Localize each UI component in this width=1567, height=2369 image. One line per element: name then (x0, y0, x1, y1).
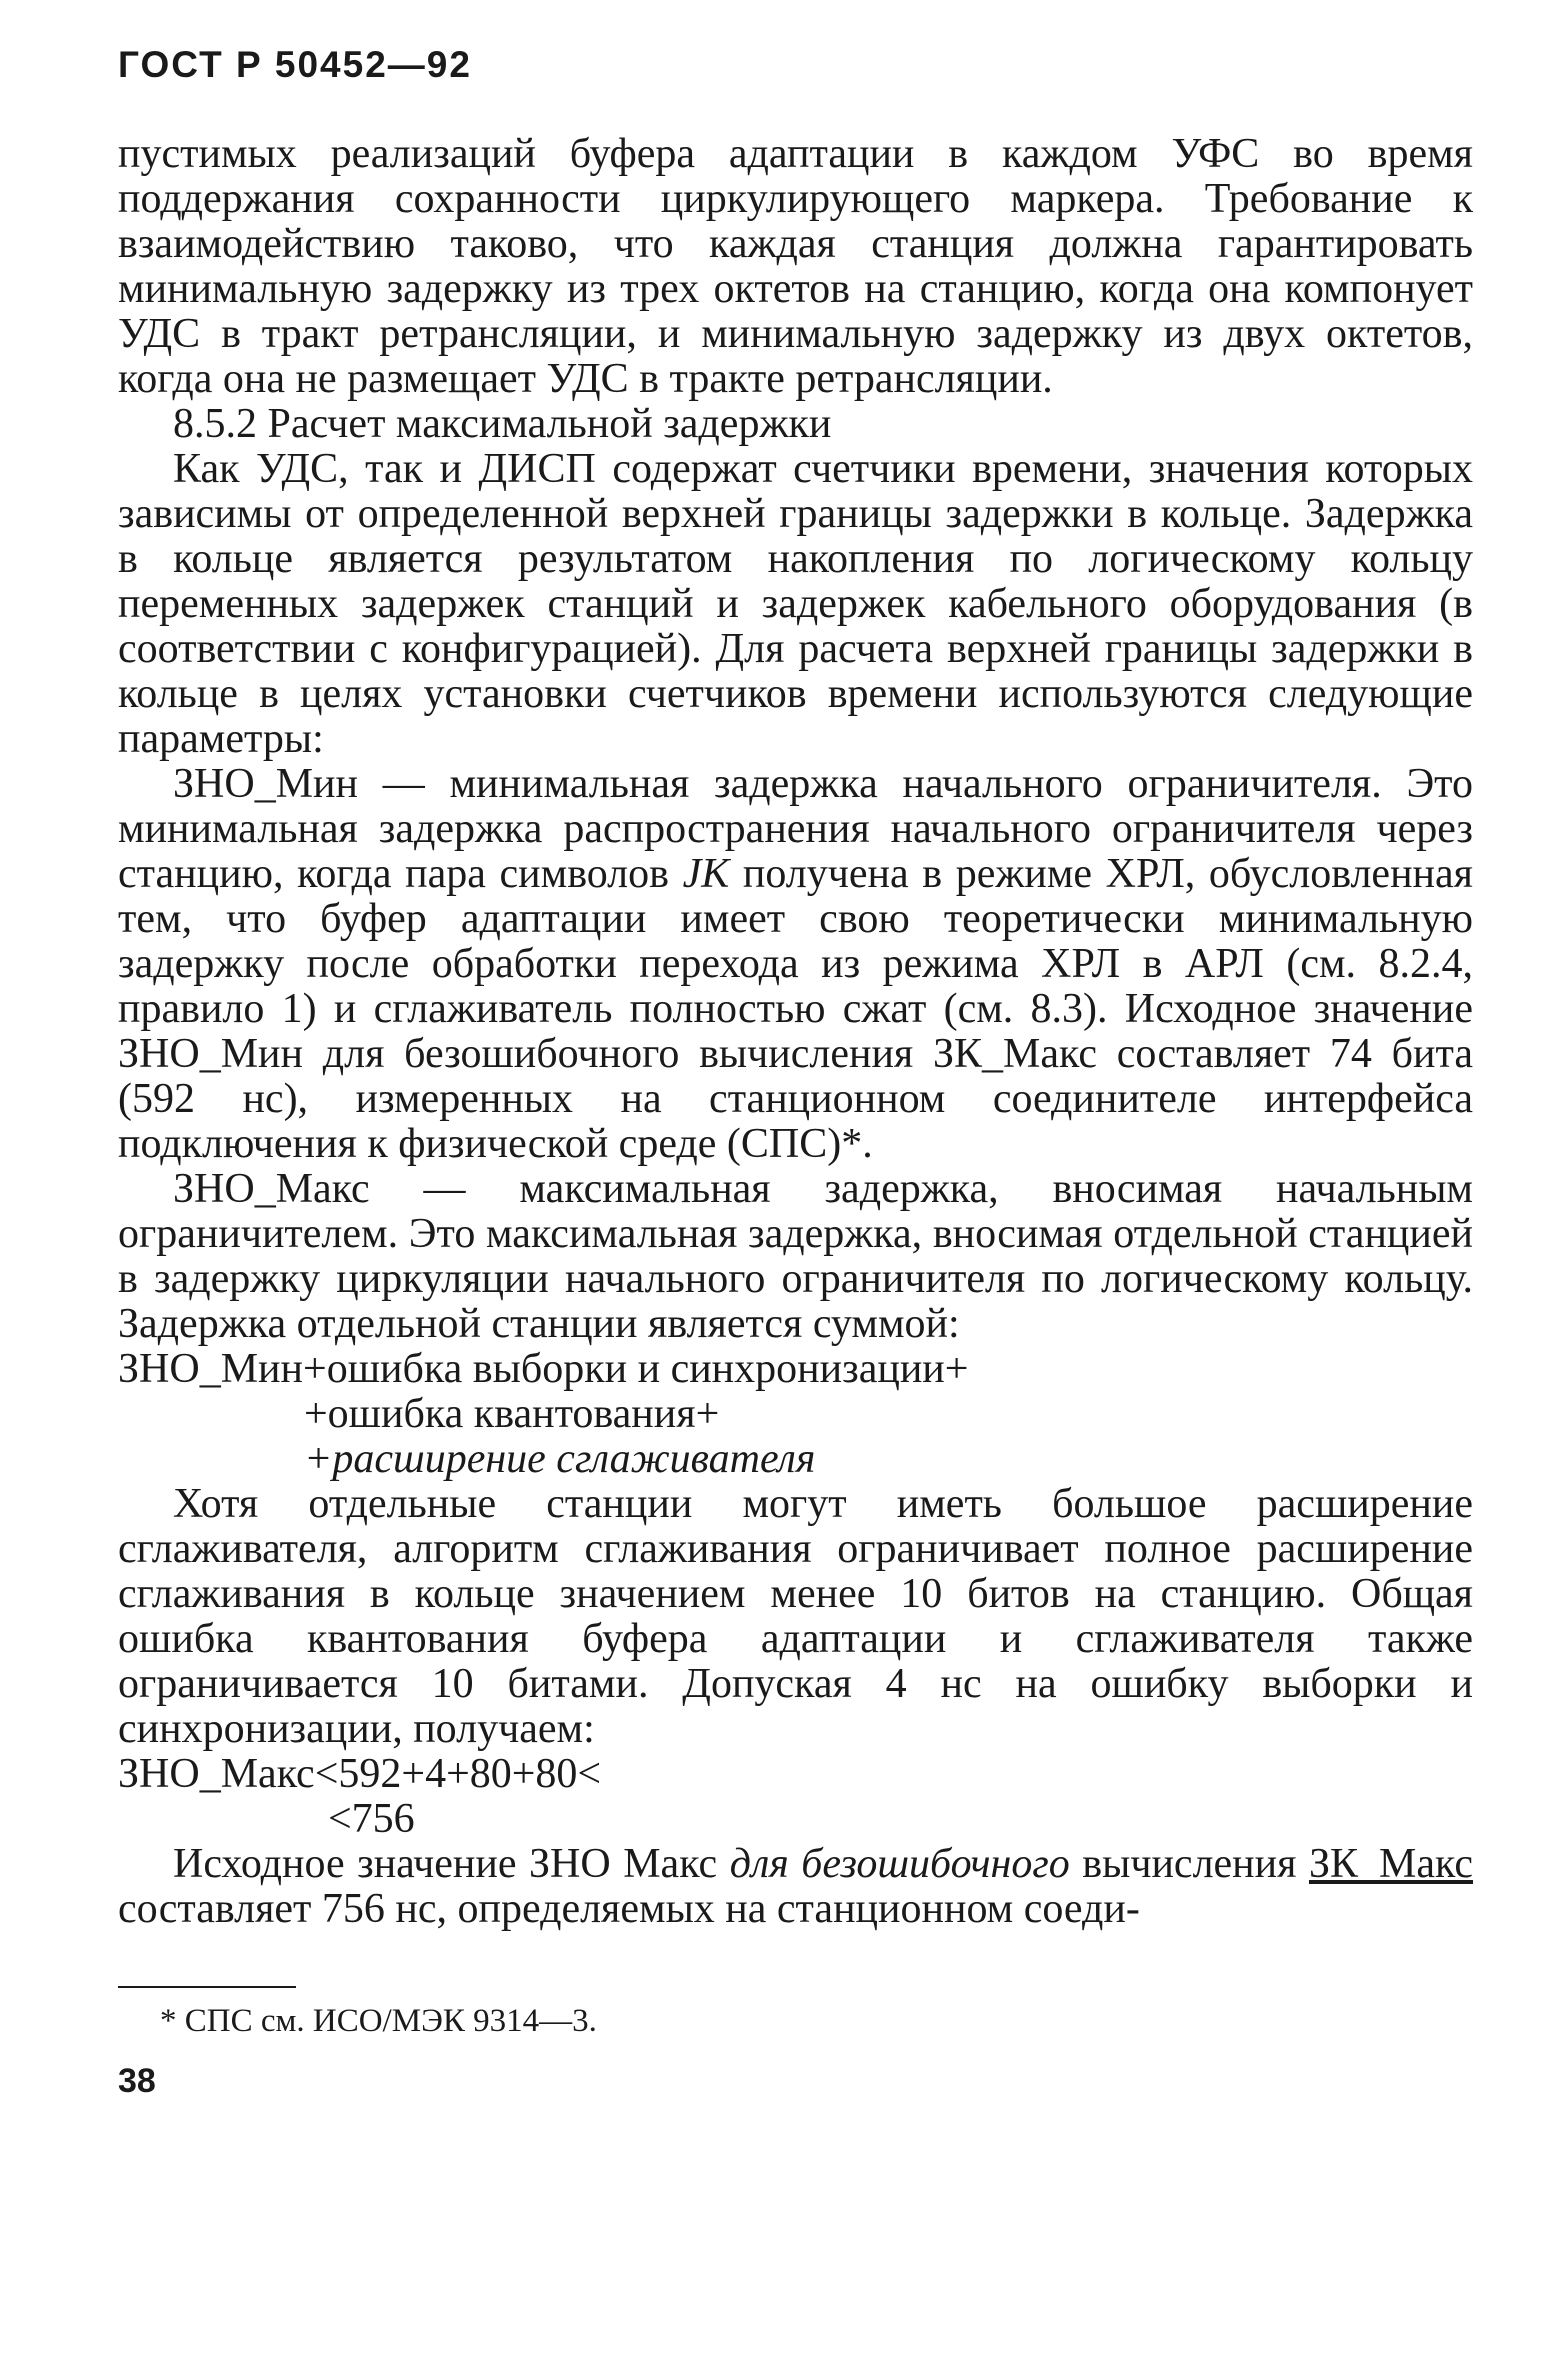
formula1-line3 (118, 1437, 1473, 1482)
formula1-line2: +ошибка квантования+ (304, 1391, 720, 1437)
page-header: ГОСТ Р 50452—92 (118, 44, 472, 85)
initial-value-text-a: Исходное значение ЗНО Макс (173, 1841, 730, 1887)
paragraph-initial-value (118, 1842, 1473, 1932)
zno-min-text-a: ЗНО_Мин — минимальная задержка начального ограничителя. Это минимальная задержка распространения начального ограничителя через станцию, когда пара символов (118, 761, 1473, 897)
page-number: 38 (118, 2062, 156, 2100)
paragraph-zno-max: ЗНО_Макс — максимальная задержка, вносимая начальным ограничителем. Это максимальная задержка, вносимая отдельной станцией в задержку циркуляции начального ограничителя по логическому кольцу. Задержка отдельной станции является суммой: (118, 1166, 1473, 1347)
jk-symbol: JK (682, 851, 730, 897)
initial-value-text-b: вычисления (1069, 1841, 1309, 1887)
initial-value-italic: для безошибочного (729, 1841, 1070, 1887)
footnote-divider (118, 1986, 296, 1988)
body-text (118, 132, 1473, 1932)
paragraph-continuation: пустимых реализаций буфера адаптации в каждом УФС во время поддержания сохранности циркулирующего маркера. Требование к взаимодействию таково, что каждая станция должна гарантировать минимальную задержку из трех октетов на станцию, когда она компонует УДС в тракт ретрансляции, и минимальную задержку из двух октетов, когда она не размещает УДС в тракте ретрансляции. (118, 131, 1473, 402)
paragraph-delay-parameters: Как УДС, так и ДИСП содержат счетчики времени, значения которых зависимы от определенной верхней границы задержки в кольце. Задержка в кольце является результатом накопления по логическому кольцу переменных задержек станций и задержек кабельного оборудования (в соответствии с конфигурацией). Для расчета верхней границы задержки в кольце в целях установки счетчиков времени используются следующие параметры: (118, 446, 1473, 762)
formula1-line1: ЗНО_Мин+ошибка выборки и синхронизации+ (118, 1346, 969, 1392)
formula2-line1: ЗНО_Макс<592+4+80+80< (118, 1751, 602, 1797)
formula2-line2: <756 (328, 1796, 415, 1842)
paragraph-zno-min (118, 762, 1473, 1167)
paragraph-smoother: Хотя отдельные станции могут иметь большое расширение сглаживателя, алгоритм сглаживания ограничивает полное расширение сглаживания в кольце значением менее 10 битов на станцию. Общая ошибка квантования буфера адаптации и сглаживателя также ограничивается 10 битами. Допуская 4 нс на ошибку выборки и синхронизации, получаем: (118, 1481, 1473, 1752)
zk-max-term: ЗК_Макс (1308, 1841, 1473, 1887)
formula1-line3-text: +расширение сглаживателя (304, 1436, 816, 1482)
initial-value-text-c: составляет 756 нс, определяемых на станционном соеди- (118, 1886, 1140, 1932)
section-heading: 8.5.2 Расчет максимальной задержки (173, 401, 832, 447)
zno-min-text-b: получена в режиме ХРЛ, обусловленная тем, что буфер адаптации имеет свою теоретически минимальную задержку после обработки перехода из режима ХРЛ в АРЛ (см. 8.2.4, правило 1) и сглаживатель полностью сжат (см. 8.3). Исходное значение ЗНО_Мин для безошибочного вычисления ЗК_Макс составляет 74 бита (592 нс), измеренных на станционном соединителе интерфейса подключения к физической среде (СПС)*. (118, 851, 1473, 1167)
footnote: * СПС см. ИСО/МЭК 9314—3. (160, 2003, 597, 2039)
